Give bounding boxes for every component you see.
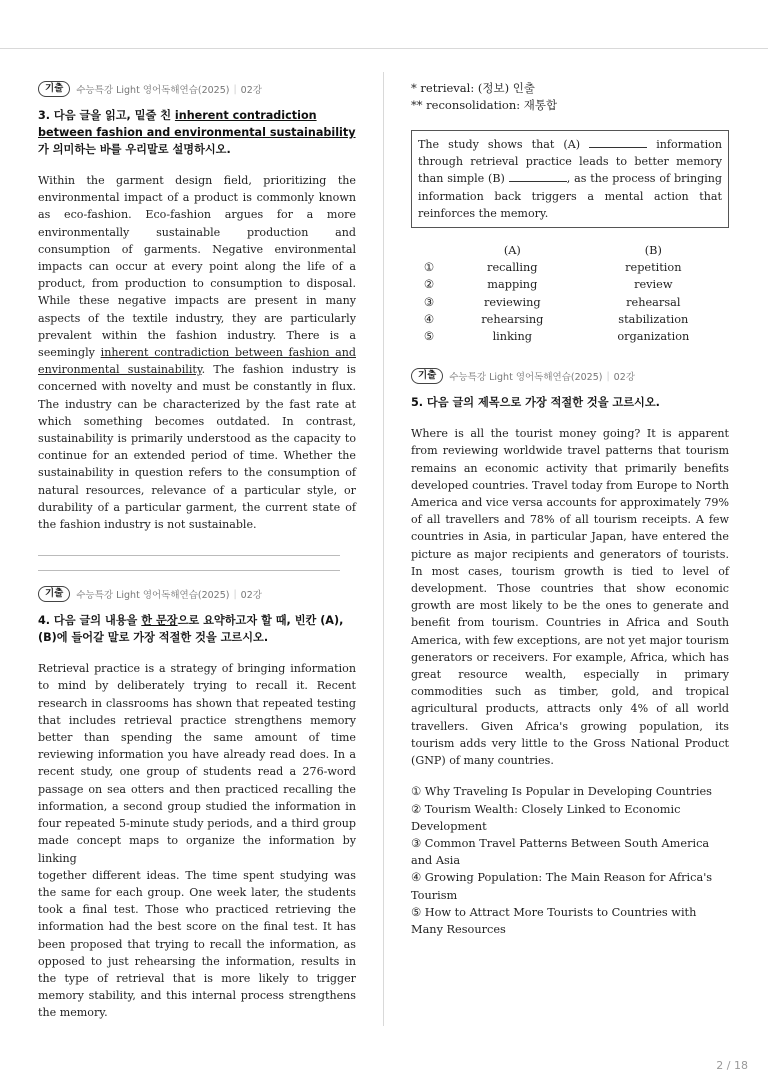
q3-separator: | <box>233 83 237 95</box>
q3-passage <box>38 172 356 533</box>
choice-number: ④ <box>423 312 435 326</box>
q4-title-suffix: 으로 요약하고자 할 때, 빈칸 (A), (B)에 들어갈 말로 가장 적절한 것을 고르시오. <box>38 614 344 645</box>
choices-header <box>411 242 729 259</box>
choice-b: organization <box>617 330 690 344</box>
left-column <box>38 80 356 1022</box>
choice-b: stabilization <box>618 312 689 326</box>
q3-title-underlined: inherent contradiction between fashion and environmental sustainability <box>38 109 356 139</box>
choice-b: review <box>634 278 673 292</box>
choice-row[interactable] <box>411 276 729 293</box>
q3-title-suffix: 가 의미하는 바를 우리말로 설명하시오. <box>38 143 231 156</box>
option-1[interactable]: ① Why Traveling Is Popular in Developing Countries <box>411 785 712 799</box>
option-4[interactable]: ④ Growing Population: The Main Reason for Africa's Tourism <box>411 871 713 902</box>
header-divider <box>0 48 768 49</box>
choice-number: ① <box>423 261 435 275</box>
q5-options <box>411 783 729 938</box>
q3-passage-part2: . The fashion industry is concerned with novelty and must be constantly in flux. The industry can be characterized by the fast rate at which something becomes outdated. In contrast, sustainability is primarily understood as the capacity to continue for an extended period of time. Whether the sustainability in question refers to the consumption of natural resources, relevance of a particular style, or durability of a particular garment, the current state of the fashion industry is not sustainable. <box>38 363 357 532</box>
q5-separator: | <box>606 370 610 382</box>
q4-summary-part3: , as the process of bringing information back triggers a mental action that reinforces the memory. <box>418 172 722 220</box>
q5-passage: Where is all the tourist money going? It is apparent from reviewing worldwide travel patterns that tourism remains an economic activity that primarily benefits developed countries. Travel today from Europe to North America and vice versa accounts for approximately 79% of all travellers and 78% of all tourism receipts. A few countries in Asia, in particular Japan, have entered the picture as major recipients and generators of tourists. In most cases, tourism growth is tied to level of development. Those countries that show economic growth are most likely to be the ones to generate and benefit from tourism. Countries in Africa and South America, with few exceptions, are not yet major tourism generators or receivers. For example, Africa, which has great resource wealth, especially in primary commodities such as timber, gold, and tropical agricultural products, attracts only 4% of all world travellers. Given Africa's growing population, its tourism adds very little to the Gross National Product (GNP) of many countries. <box>411 427 729 768</box>
q4-passage-part2: together different ideas. The time spent studying was the same for each group. One week later, the students took a final test. Those who practiced retrieving the information had the best score on the final test. It has been proposed that trying to recall the information, as opposed to just rehearsing the information, results in the type of retrieval that is more likely to trigger memory stability, and this internal process strengthens the memory. <box>38 868 356 1020</box>
choice-row[interactable] <box>411 328 729 345</box>
choice-a: reviewing <box>484 295 541 309</box>
choice-a: linking <box>492 330 533 344</box>
q5-title: 5. 다음 글의 제목으로 가장 적절한 것을 고르시오. <box>411 396 660 410</box>
q5-source: 수능특강 Light 영어독해연습(2025) <box>449 372 603 384</box>
q4-separator: | <box>233 588 237 600</box>
choice-number: ③ <box>423 295 435 309</box>
choice-a: rehearsing <box>481 312 544 326</box>
q4-footnotes <box>411 80 729 114</box>
column-a-header: (A) <box>503 244 521 258</box>
choice-number: ⑤ <box>423 330 435 344</box>
choice-row[interactable] <box>411 311 729 328</box>
choice-b: repetition <box>625 261 682 275</box>
column-divider <box>383 72 384 1026</box>
q4-footnote-1: * retrieval: (정보) 인출 <box>411 81 535 95</box>
q4-footnote-2: ** reconsolidation: 재통합 <box>411 98 558 112</box>
right-column <box>411 80 729 938</box>
q4-badge: 기출 <box>38 586 70 602</box>
q3-lesson: 02강 <box>240 85 262 96</box>
option-3[interactable]: ③ Common Travel Patterns Between South America and Asia <box>411 836 710 868</box>
option-2[interactable]: ② Tourism Wealth: Closely Linked to Economic Development <box>411 802 681 833</box>
q3-badge: 기출 <box>38 81 70 97</box>
choice-a: mapping <box>487 278 538 292</box>
q4-summary-part2: information through retrieval practice leads to better memory than simple (B) <box>418 138 722 186</box>
q4-source-row <box>38 585 356 603</box>
q4-source: 수능특강 Light 영어독해연습(2025) <box>76 590 230 602</box>
q4-summary-part1: The study shows that (A) <box>418 138 590 151</box>
q4-title-prefix: 4. 다음 글의 내용을 <box>38 614 142 628</box>
choice-row[interactable] <box>411 294 729 311</box>
q5-lesson: 02강 <box>613 372 635 384</box>
q4-title-underlined: 한 문장 <box>141 614 178 628</box>
answer-line <box>38 555 340 556</box>
q4-title <box>38 612 356 646</box>
q3-passage-underlined: inherent contradiction between fashion and environmental sustainability <box>38 346 356 377</box>
choice-row[interactable] <box>411 259 729 276</box>
q4-summary-box <box>411 130 729 228</box>
q4-lesson: 02강 <box>240 590 262 602</box>
q3-title <box>38 107 356 158</box>
q3-source: 수능특강 Light 영어독해연습(2025) <box>76 85 230 96</box>
q3-passage-part1: Within the garment design field, prioritizing the environmental impact of a product is commonly known as eco-fashion. Eco-fashion argues for a more environmentally sustainable production and consumption of garments. Negative environmental impacts can occur at every point along the life of a product, from production to consumption to disposal. While these negative impacts are present in many aspects of the textile industry, they are particularly prevalent within the fashion industry. There is a seemingly <box>38 174 356 360</box>
q4-choices-table <box>411 242 729 345</box>
option-5[interactable]: ⑤ How to Attract More Tourists to Countries with Many Resources <box>411 905 697 936</box>
q4-passage <box>38 660 356 1021</box>
answer-line <box>38 570 340 571</box>
page-number: 2 / 18 <box>716 1059 748 1072</box>
blank-a <box>589 136 647 148</box>
q5-source-row <box>411 367 729 385</box>
q5-badge: 기출 <box>411 368 443 384</box>
choice-a: recalling <box>487 261 538 275</box>
q3-source-row <box>38 80 356 98</box>
blank-b <box>509 170 567 182</box>
q4-passage-part1: Retrieval practice is a strategy of bringing information to mind by deliberately trying to recall it. Recent research in classrooms has shown that repeated testing that includes retrieval practice strengthens memory better than spending the same amount of time reviewing information you have already read does. In a recent study, one group of students read a 276-word passage on sea otters and then practiced recalling the information, a second group studied the information in four repeated 5-minute study periods, and a third group made concept maps to organize the information by linking <box>38 662 356 865</box>
q3-title-prefix: 3. 다음 글을 읽고, 밑줄 친 <box>38 109 175 122</box>
choice-b: rehearsal <box>626 295 681 309</box>
q3-answer-lines <box>38 555 356 571</box>
choice-number: ② <box>423 278 435 292</box>
column-b-header: (B) <box>644 244 662 258</box>
